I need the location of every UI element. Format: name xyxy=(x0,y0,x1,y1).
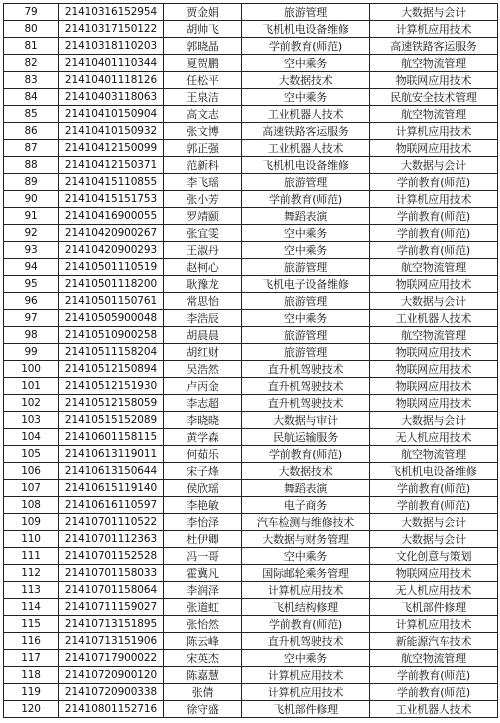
student-name-cell: 张怡然 xyxy=(164,616,242,633)
table-row xyxy=(4,395,498,412)
table-row xyxy=(4,361,498,378)
row-number-cell: 94 xyxy=(4,259,59,276)
row-number-cell: 83 xyxy=(4,72,59,89)
table-row xyxy=(4,701,498,718)
student-name-cell: 卢丙金 xyxy=(164,378,242,395)
exam-id-cell: 21410511158204 xyxy=(59,344,164,361)
exam-id-cell: 21410501150761 xyxy=(59,293,164,310)
table-row xyxy=(4,38,498,55)
exam-id-cell: 21410501110519 xyxy=(59,259,164,276)
row-number-cell: 98 xyxy=(4,327,59,344)
student-name-cell: 张道虹 xyxy=(164,599,242,616)
original-major-cell: 飞机电子设备维修 xyxy=(242,276,370,293)
row-number-cell: 111 xyxy=(4,548,59,565)
student-name-cell: 吴浩然 xyxy=(164,361,242,378)
original-major-cell: 工业机器人技术 xyxy=(242,140,370,157)
student-name-cell: 冯一哥 xyxy=(164,548,242,565)
exam-id-cell: 21410613150644 xyxy=(59,463,164,480)
table-row xyxy=(4,276,498,293)
table-row xyxy=(4,191,498,208)
table-row xyxy=(4,463,498,480)
student-name-cell: 宋英杰 xyxy=(164,650,242,667)
new-major-cell: 计算机应用技术 xyxy=(370,191,498,208)
original-major-cell: 计算机应用技术 xyxy=(242,667,370,684)
new-major-cell: 航空物流管理 xyxy=(370,446,498,463)
exam-id-cell: 21410403118063 xyxy=(59,89,164,106)
original-major-cell: 空中乘务 xyxy=(242,650,370,667)
row-number-cell: 106 xyxy=(4,463,59,480)
table-row xyxy=(4,378,498,395)
exam-id-cell: 21410317150122 xyxy=(59,21,164,38)
table-row xyxy=(4,531,498,548)
row-number-cell: 99 xyxy=(4,344,59,361)
row-number-cell: 90 xyxy=(4,191,59,208)
student-name-cell: 常思怡 xyxy=(164,293,242,310)
exam-id-cell: 21410410150904 xyxy=(59,106,164,123)
new-major-cell: 航空物流管理 xyxy=(370,106,498,123)
original-major-cell: 大数据与财务管理 xyxy=(242,531,370,548)
exam-id-cell: 21410416900055 xyxy=(59,208,164,225)
original-major-cell: 学前教育(师范) xyxy=(242,616,370,633)
new-major-cell: 物联网应用技术 xyxy=(370,361,498,378)
original-major-cell: 计算机应用技术 xyxy=(242,582,370,599)
row-number-cell: 110 xyxy=(4,531,59,548)
original-major-cell: 舞蹈表演 xyxy=(242,480,370,497)
new-major-cell: 无人机应用技术 xyxy=(370,582,498,599)
exam-id-cell: 21410613119011 xyxy=(59,446,164,463)
original-major-cell: 空中乘务 xyxy=(242,548,370,565)
exam-id-cell: 21410720900338 xyxy=(59,684,164,701)
new-major-cell: 物联网应用技术 xyxy=(370,344,498,361)
student-name-cell: 霍冀凡 xyxy=(164,565,242,582)
table-row xyxy=(4,616,498,633)
row-number-cell: 120 xyxy=(4,701,59,718)
row-number-cell: 118 xyxy=(4,667,59,684)
row-number-cell: 84 xyxy=(4,89,59,106)
table-row xyxy=(4,650,498,667)
original-major-cell: 学前教育(师范) xyxy=(242,446,370,463)
table-body xyxy=(4,4,498,718)
exam-id-cell: 21410412150371 xyxy=(59,157,164,174)
table-row xyxy=(4,565,498,582)
original-major-cell: 计算机应用技术 xyxy=(242,684,370,701)
student-name-cell: 陈嘉慧 xyxy=(164,667,242,684)
original-major-cell: 汽车检测与维修技术 xyxy=(242,514,370,531)
student-name-cell: 范新科 xyxy=(164,157,242,174)
table-row xyxy=(4,140,498,157)
original-major-cell: 电子商务 xyxy=(242,497,370,514)
original-major-cell: 飞机部件修理 xyxy=(242,701,370,718)
row-number-cell: 105 xyxy=(4,446,59,463)
exam-id-cell: 21410701112363 xyxy=(59,531,164,548)
exam-id-cell: 21410415151753 xyxy=(59,191,164,208)
table-row xyxy=(4,633,498,650)
original-major-cell: 旅游管理 xyxy=(242,4,370,21)
original-major-cell: 高速铁路客运服务 xyxy=(242,123,370,140)
student-name-cell: 王淑丹 xyxy=(164,242,242,259)
original-major-cell: 学前教育(师范) xyxy=(242,191,370,208)
table-row xyxy=(4,174,498,191)
exam-id-cell: 21410701152528 xyxy=(59,548,164,565)
exam-id-cell: 21410601158115 xyxy=(59,429,164,446)
table-row xyxy=(4,327,498,344)
row-number-cell: 96 xyxy=(4,293,59,310)
row-number-cell: 114 xyxy=(4,599,59,616)
original-major-cell: 旅游管理 xyxy=(242,259,370,276)
table-row xyxy=(4,480,498,497)
new-major-cell: 物联网应用技术 xyxy=(370,276,498,293)
exam-id-cell: 21410512158059 xyxy=(59,395,164,412)
table-row xyxy=(4,429,498,446)
row-number-cell: 89 xyxy=(4,174,59,191)
new-major-cell: 飞机部件修理 xyxy=(370,599,498,616)
student-name-cell: 李艳敏 xyxy=(164,497,242,514)
exam-id-cell: 21410713151906 xyxy=(59,633,164,650)
student-name-cell: 徐守盛 xyxy=(164,701,242,718)
row-number-cell: 109 xyxy=(4,514,59,531)
table-row xyxy=(4,446,498,463)
student-name-cell: 贾金娟 xyxy=(164,4,242,21)
original-major-cell: 飞机结构修理 xyxy=(242,599,370,616)
exam-id-cell: 21410701110522 xyxy=(59,514,164,531)
new-major-cell: 学前教育(师范) xyxy=(370,225,498,242)
table-row xyxy=(4,225,498,242)
exam-id-cell: 21410510900258 xyxy=(59,327,164,344)
table-row xyxy=(4,667,498,684)
student-name-cell: 任松平 xyxy=(164,72,242,89)
exam-id-cell: 21410717900022 xyxy=(59,650,164,667)
exam-id-cell: 21410701158033 xyxy=(59,565,164,582)
table-row xyxy=(4,412,498,429)
table-row xyxy=(4,259,498,276)
row-number-cell: 97 xyxy=(4,310,59,327)
student-name-cell: 郭正强 xyxy=(164,140,242,157)
original-major-cell: 直升机驾驶技术 xyxy=(242,633,370,650)
original-major-cell: 旅游管理 xyxy=(242,327,370,344)
student-name-cell: 赵柯心 xyxy=(164,259,242,276)
row-number-cell: 81 xyxy=(4,38,59,55)
table-row xyxy=(4,582,498,599)
table-row xyxy=(4,293,498,310)
student-name-cell: 李润泽 xyxy=(164,582,242,599)
exam-id-cell: 21410512151930 xyxy=(59,378,164,395)
original-major-cell: 大数据与审计 xyxy=(242,412,370,429)
student-name-cell: 李晓晓 xyxy=(164,412,242,429)
table-row xyxy=(4,123,498,140)
exam-id-cell: 21410616110597 xyxy=(59,497,164,514)
student-name-cell: 张小芳 xyxy=(164,191,242,208)
row-number-cell: 119 xyxy=(4,684,59,701)
table-row xyxy=(4,89,498,106)
table-row xyxy=(4,72,498,89)
row-number-cell: 87 xyxy=(4,140,59,157)
original-major-cell: 飞机机电设备维修 xyxy=(242,21,370,38)
original-major-cell: 旅游管理 xyxy=(242,344,370,361)
row-number-cell: 86 xyxy=(4,123,59,140)
row-number-cell: 103 xyxy=(4,412,59,429)
new-major-cell: 物联网应用技术 xyxy=(370,140,498,157)
new-major-cell: 高速铁路客运服务 xyxy=(370,38,498,55)
exam-id-cell: 21410501118200 xyxy=(59,276,164,293)
exam-id-cell: 21410401118126 xyxy=(59,72,164,89)
table-row xyxy=(4,242,498,259)
student-name-cell: 胡红财 xyxy=(164,344,242,361)
row-number-cell: 115 xyxy=(4,616,59,633)
original-major-cell: 工业机器人技术 xyxy=(242,106,370,123)
student-name-cell: 郭晓晶 xyxy=(164,38,242,55)
row-number-cell: 108 xyxy=(4,497,59,514)
original-major-cell: 空中乘务 xyxy=(242,310,370,327)
row-number-cell: 104 xyxy=(4,429,59,446)
student-name-cell: 耿豫龙 xyxy=(164,276,242,293)
exam-id-cell: 21410410150932 xyxy=(59,123,164,140)
new-major-cell: 物联网应用技术 xyxy=(370,72,498,89)
student-name-cell: 张倩 xyxy=(164,684,242,701)
table-row xyxy=(4,497,498,514)
original-major-cell: 空中乘务 xyxy=(242,89,370,106)
table-row xyxy=(4,157,498,174)
original-major-cell: 学前教育(师范) xyxy=(242,38,370,55)
student-name-cell: 张文博 xyxy=(164,123,242,140)
table-row xyxy=(4,55,498,72)
row-number-cell: 107 xyxy=(4,480,59,497)
new-major-cell: 计算机应用技术 xyxy=(370,123,498,140)
original-major-cell: 国际邮轮乘务管理 xyxy=(242,565,370,582)
new-major-cell: 物联网应用技术 xyxy=(370,565,498,582)
student-name-cell: 胡帅飞 xyxy=(164,21,242,38)
original-major-cell: 直升机驾驶技术 xyxy=(242,378,370,395)
exam-id-cell: 21410420900267 xyxy=(59,225,164,242)
row-number-cell: 117 xyxy=(4,650,59,667)
original-major-cell: 空中乘务 xyxy=(242,225,370,242)
new-major-cell: 航空物流管理 xyxy=(370,327,498,344)
new-major-cell: 大数据与会计 xyxy=(370,157,498,174)
new-major-cell: 民航安全技术管理 xyxy=(370,89,498,106)
new-major-cell: 学前教育(师范) xyxy=(370,684,498,701)
new-major-cell: 大数据与会计 xyxy=(370,293,498,310)
exam-id-cell: 21410505900048 xyxy=(59,310,164,327)
exam-id-cell: 21410720900120 xyxy=(59,667,164,684)
original-major-cell: 空中乘务 xyxy=(242,55,370,72)
new-major-cell: 学前教育(师范) xyxy=(370,208,498,225)
table-row xyxy=(4,106,498,123)
row-number-cell: 80 xyxy=(4,21,59,38)
student-list-table xyxy=(3,3,498,718)
table-row xyxy=(4,21,498,38)
row-number-cell: 116 xyxy=(4,633,59,650)
original-major-cell: 旅游管理 xyxy=(242,174,370,191)
row-number-cell: 113 xyxy=(4,582,59,599)
student-name-cell: 罗靖颐 xyxy=(164,208,242,225)
row-number-cell: 79 xyxy=(4,4,59,21)
row-number-cell: 93 xyxy=(4,242,59,259)
table-row xyxy=(4,4,498,21)
exam-id-cell: 21410318110203 xyxy=(59,38,164,55)
student-name-cell: 夏贺鹏 xyxy=(164,55,242,72)
student-name-cell: 李怡泽 xyxy=(164,514,242,531)
student-name-cell: 陈云峰 xyxy=(164,633,242,650)
student-name-cell: 何茹乐 xyxy=(164,446,242,463)
student-name-cell: 侯欣瑶 xyxy=(164,480,242,497)
table-row xyxy=(4,208,498,225)
new-major-cell: 大数据与会计 xyxy=(370,514,498,531)
student-name-cell: 张宜雯 xyxy=(164,225,242,242)
row-number-cell: 92 xyxy=(4,225,59,242)
new-major-cell: 新能源汽车技术 xyxy=(370,633,498,650)
row-number-cell: 82 xyxy=(4,55,59,72)
student-name-cell: 李志超 xyxy=(164,395,242,412)
original-major-cell: 民航运输服务 xyxy=(242,429,370,446)
row-number-cell: 102 xyxy=(4,395,59,412)
original-major-cell: 直升机驾驶技术 xyxy=(242,395,370,412)
new-major-cell: 物联网应用技术 xyxy=(370,378,498,395)
table-row xyxy=(4,684,498,701)
row-number-cell: 100 xyxy=(4,361,59,378)
new-major-cell: 计算机应用技术 xyxy=(370,616,498,633)
table-row xyxy=(4,599,498,616)
student-name-cell: 王泉洁 xyxy=(164,89,242,106)
exam-id-cell: 21410316152954 xyxy=(59,4,164,21)
exam-id-cell: 21410713151895 xyxy=(59,616,164,633)
table-row xyxy=(4,344,498,361)
new-major-cell: 大数据与会计 xyxy=(370,412,498,429)
original-major-cell: 大数据技术 xyxy=(242,72,370,89)
exam-id-cell: 21410801152716 xyxy=(59,701,164,718)
student-name-cell: 杜伊卿 xyxy=(164,531,242,548)
table-row xyxy=(4,548,498,565)
original-major-cell: 舞蹈表演 xyxy=(242,208,370,225)
table-row xyxy=(4,310,498,327)
original-major-cell: 空中乘务 xyxy=(242,242,370,259)
new-major-cell: 学前教育(师范) xyxy=(370,174,498,191)
row-number-cell: 85 xyxy=(4,106,59,123)
new-major-cell: 航空物流管理 xyxy=(370,55,498,72)
exam-id-cell: 21410420900293 xyxy=(59,242,164,259)
student-name-cell: 胡晨晨 xyxy=(164,327,242,344)
student-name-cell: 宋子烽 xyxy=(164,463,242,480)
exam-id-cell: 21410415110855 xyxy=(59,174,164,191)
row-number-cell: 112 xyxy=(4,565,59,582)
row-number-cell: 91 xyxy=(4,208,59,225)
row-number-cell: 101 xyxy=(4,378,59,395)
exam-id-cell: 21410401110344 xyxy=(59,55,164,72)
student-name-cell: 李浩辰 xyxy=(164,310,242,327)
exam-id-cell: 21410711159027 xyxy=(59,599,164,616)
new-major-cell: 工业机器人技术 xyxy=(370,701,498,718)
original-major-cell: 直升机驾驶技术 xyxy=(242,361,370,378)
exam-id-cell: 21410615119140 xyxy=(59,480,164,497)
new-major-cell: 学前教育(师范) xyxy=(370,242,498,259)
new-major-cell: 学前教育(师范) xyxy=(370,480,498,497)
new-major-cell: 大数据与会计 xyxy=(370,531,498,548)
new-major-cell: 学前教育(师范) xyxy=(370,497,498,514)
new-major-cell: 计算机应用技术 xyxy=(370,21,498,38)
new-major-cell: 物联网应用技术 xyxy=(370,395,498,412)
exam-id-cell: 21410701158064 xyxy=(59,582,164,599)
new-major-cell: 无人机应用技术 xyxy=(370,429,498,446)
original-major-cell: 飞机机电设备维修 xyxy=(242,157,370,174)
row-number-cell: 88 xyxy=(4,157,59,174)
new-major-cell: 航空物流管理 xyxy=(370,650,498,667)
table-row xyxy=(4,514,498,531)
new-major-cell: 航空物流管理 xyxy=(370,259,498,276)
exam-id-cell: 21410515152089 xyxy=(59,412,164,429)
student-name-cell: 黄学森 xyxy=(164,429,242,446)
new-major-cell: 飞机机电设备维修 xyxy=(370,463,498,480)
student-name-cell: 高文志 xyxy=(164,106,242,123)
new-major-cell: 工业机器人技术 xyxy=(370,310,498,327)
new-major-cell: 学前教育(师范) xyxy=(370,667,498,684)
new-major-cell: 文化创意与策划 xyxy=(370,548,498,565)
exam-id-cell: 21410412150099 xyxy=(59,140,164,157)
row-number-cell: 95 xyxy=(4,276,59,293)
exam-id-cell: 21410512150894 xyxy=(59,361,164,378)
original-major-cell: 旅游管理 xyxy=(242,293,370,310)
student-name-cell: 李飞瑶 xyxy=(164,174,242,191)
original-major-cell: 大数据技术 xyxy=(242,463,370,480)
new-major-cell: 大数据与会计 xyxy=(370,4,498,21)
